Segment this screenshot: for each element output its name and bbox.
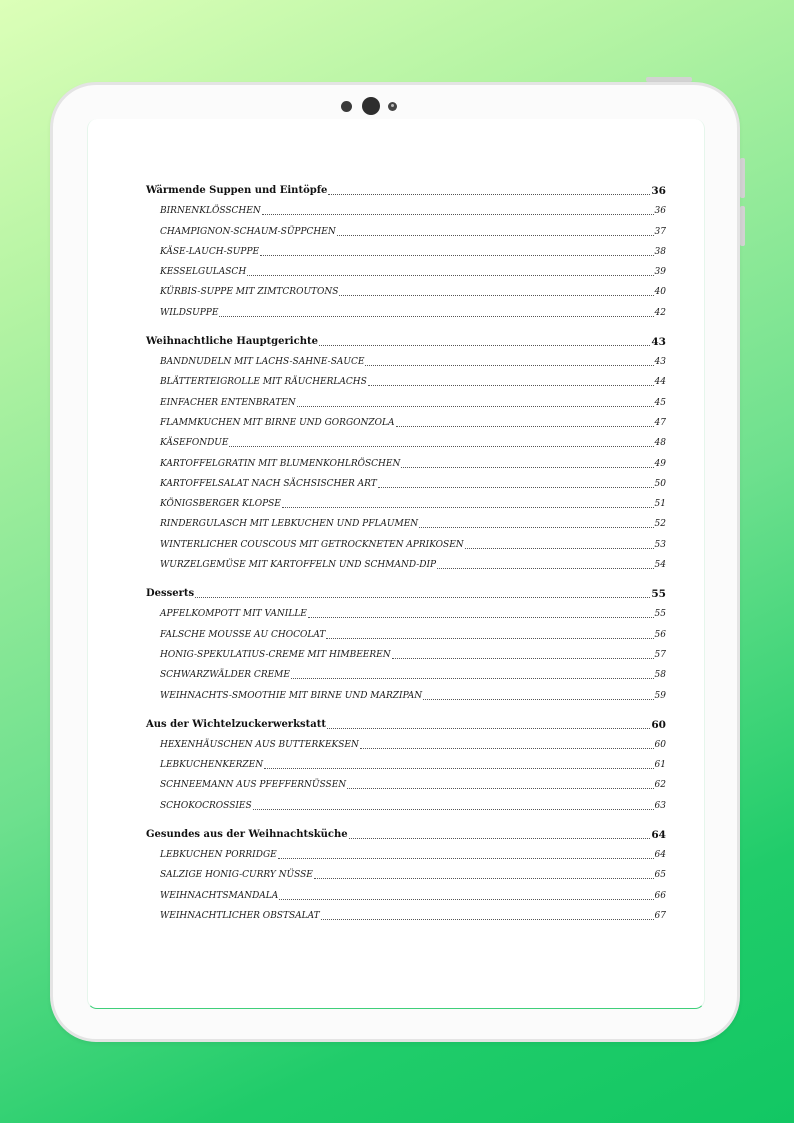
toc-entry-title: KARTOFFELSALAT NACH SÄCHSISCHER ART <box>160 478 377 489</box>
toc-entry-page: 39 <box>654 267 666 278</box>
toc-entry-title: KÜRBIS-SUPPE MIT ZIMTCROUTONS <box>160 287 339 298</box>
dot-leader <box>262 213 654 215</box>
toc-entry-title: EINFACHER ENTENBRATEN <box>160 397 296 408</box>
toc-entry-page: 62 <box>654 780 666 791</box>
toc-entry-page: 53 <box>654 539 666 550</box>
toc-entry-title: KARTOFFELGRATIN MIT BLUMENKOHLRÖSCHEN <box>160 458 401 469</box>
dot-leader <box>319 344 650 346</box>
dot-leader <box>279 898 653 900</box>
toc-entry-title: SALZIGE HONIG-CURRY NÜSSE <box>160 870 313 881</box>
table-of-contents <box>146 177 666 931</box>
dot-leader <box>278 857 654 859</box>
toc-entry-page: 64 <box>654 850 666 861</box>
toc-heading[interactable] <box>146 580 666 601</box>
dot-leader <box>297 405 654 407</box>
dot-leader <box>247 274 653 276</box>
toc-section <box>146 177 666 320</box>
toc-entry-title: CHAMPIGNON-SCHAUM-SÜPPCHEN <box>160 226 336 237</box>
toc-entry[interactable] <box>146 450 666 470</box>
toc-entry[interactable] <box>146 792 666 812</box>
dot-leader <box>392 657 654 659</box>
dot-leader <box>401 466 653 468</box>
toc-entry[interactable] <box>146 642 666 662</box>
toc-entry[interactable] <box>146 369 666 389</box>
toc-entry-page: 42 <box>654 307 666 318</box>
toc-entry-title: KESSELGULASCH <box>160 267 247 278</box>
toc-entry-page: 63 <box>654 800 666 811</box>
toc-entry-title: RINDERGULASCH MIT LEBKUCHEN UND PFLAUMEN <box>160 519 419 530</box>
toc-entry-page: 60 <box>654 739 666 750</box>
toc-entry[interactable] <box>146 772 666 792</box>
toc-entry[interactable] <box>146 279 666 299</box>
toc-entry-page: 61 <box>654 760 666 771</box>
toc-entry[interactable] <box>146 552 666 572</box>
toc-entry-page: 47 <box>654 417 666 428</box>
screen <box>87 119 705 1009</box>
toc-heading-title: Desserts <box>146 588 195 600</box>
toc-heading-title: Gesundes aus der Weihnachtsküche <box>146 828 348 840</box>
toc-entry-page: 40 <box>654 287 666 298</box>
toc-entry-page: 36 <box>654 206 666 217</box>
toc-entry-title: WURZELGEMÜSE MIT KARTOFFELN UND SCHMAND-DIP <box>160 560 437 571</box>
toc-section <box>146 821 666 923</box>
toc-entry-page: 65 <box>654 870 666 881</box>
toc-entry[interactable] <box>146 349 666 369</box>
toc-heading[interactable] <box>146 328 666 349</box>
dot-leader <box>260 254 653 256</box>
toc-entry[interactable] <box>146 259 666 279</box>
toc-entry[interactable] <box>146 732 666 752</box>
camera-cluster <box>341 97 405 115</box>
toc-entry-title: KÄSEFONDUE <box>160 438 229 449</box>
toc-entry-page: 44 <box>654 377 666 388</box>
toc-entry-title: WINTERLICHER COUSCOUS MIT GETROCKNETEN APRIKOSEN <box>160 539 464 550</box>
toc-entry[interactable] <box>146 601 666 621</box>
toc-entry-title: LEBKUCHEN PORRIDGE <box>160 850 277 861</box>
toc-entry-title: WEIHNACHTSMANDALA <box>160 890 279 901</box>
toc-entry[interactable] <box>146 662 666 682</box>
toc-entry[interactable] <box>146 430 666 450</box>
toc-entry[interactable] <box>146 682 666 702</box>
dot-leader <box>327 727 650 729</box>
dot-leader <box>423 698 653 700</box>
camera-icon <box>362 97 380 115</box>
toc-entry[interactable] <box>146 842 666 862</box>
toc-heading-page: 36 <box>651 185 666 197</box>
toc-entry-page: 56 <box>654 629 666 640</box>
dot-leader <box>229 445 653 447</box>
toc-entry-title: BLÄTTERTEIGROLLE MIT RÄUCHERLACHS <box>160 377 367 388</box>
dot-leader <box>195 596 650 598</box>
toc-entry-title: APFELKOMPOTT MIT VANILLE <box>160 609 307 620</box>
toc-heading-page: 55 <box>651 588 666 601</box>
lens-icon <box>388 102 397 111</box>
dot-leader <box>368 384 654 386</box>
dot-leader <box>465 547 654 549</box>
toc-entry[interactable] <box>146 410 666 430</box>
dot-leader <box>314 877 654 879</box>
dot-leader <box>347 787 653 789</box>
dot-leader <box>378 486 654 488</box>
toc-heading[interactable] <box>146 177 666 198</box>
toc-entry-title: LEBKUCHENKERZEN <box>160 760 264 771</box>
toc-entry-title: HONIG-SPEKULATIUS-CREME MIT HIMBEEREN <box>160 649 391 660</box>
toc-entry-page: 37 <box>654 226 666 237</box>
toc-entry[interactable] <box>146 471 666 491</box>
toc-entry-title: FLAMMKUCHEN MIT BIRNE UND GORGONZOLA <box>160 417 395 428</box>
dot-leader <box>328 193 650 195</box>
dot-leader <box>396 425 654 427</box>
toc-entry-page: 59 <box>654 690 666 701</box>
toc-entry[interactable] <box>146 299 666 319</box>
toc-entry-title: BANDNUDELN MIT LACHS-SAHNE-SAUCE <box>160 357 365 368</box>
toc-heading-title: Weihnachtliche Hauptgerichte <box>146 335 318 347</box>
toc-entry[interactable] <box>146 491 666 511</box>
toc-entry[interactable] <box>146 511 666 531</box>
tablet-frame <box>50 82 740 1042</box>
toc-entry[interactable] <box>146 218 666 238</box>
toc-entry-title: KÄSE-LAUCH-SUPPE <box>160 246 260 257</box>
toc-heading[interactable] <box>146 821 666 842</box>
toc-entry[interactable] <box>146 531 666 551</box>
volume-up-button <box>740 158 745 198</box>
toc-heading-title: Wärmende Suppen und Eintöpfe <box>146 185 328 196</box>
dot-leader <box>365 364 653 366</box>
toc-entry-page: 58 <box>654 670 666 681</box>
toc-entry-page: 45 <box>654 397 666 408</box>
toc-entry-title: FALSCHE MOUSSE AU CHOCOLAT <box>160 629 326 640</box>
toc-entry-title: WEIHNACHTS-SMOOTHIE MIT BIRNE UND MARZIPAN <box>160 690 423 701</box>
toc-entry-title: HEXENHÄUSCHEN AUS BUTTERKEKSEN <box>160 739 359 750</box>
toc-entry[interactable] <box>146 903 666 923</box>
toc-section <box>146 580 666 702</box>
dot-leader <box>291 677 654 679</box>
dot-leader <box>437 567 653 569</box>
toc-entry[interactable] <box>146 882 666 902</box>
toc-entry-page: 38 <box>654 246 666 257</box>
toc-heading-title: Aus der Wichtelzuckerwerkstatt <box>146 718 326 730</box>
dot-leader <box>282 506 654 508</box>
toc-entry-page: 48 <box>654 438 666 449</box>
toc-entry-page: 57 <box>654 649 666 660</box>
toc-entry-title: WEIHNACHTLICHER OBSTSALAT <box>160 910 320 921</box>
toc-entry-title: SCHOKOCROSSIES <box>160 800 252 811</box>
dot-leader <box>360 747 654 749</box>
sensor-icon <box>341 101 352 112</box>
dot-leader <box>264 767 653 769</box>
toc-section <box>146 711 666 813</box>
toc-heading-page: 64 <box>651 828 666 841</box>
dot-leader <box>321 918 654 920</box>
toc-heading[interactable] <box>146 711 666 732</box>
dot-leader <box>253 808 654 810</box>
dot-leader <box>337 234 654 236</box>
toc-entry-page: 51 <box>654 499 666 510</box>
toc-entry-page: 66 <box>654 890 666 901</box>
toc-entry[interactable] <box>146 389 666 409</box>
toc-entry-page: 54 <box>654 560 666 571</box>
dot-leader <box>308 616 654 618</box>
toc-entry-page: 67 <box>654 910 666 921</box>
toc-entry[interactable] <box>146 752 666 772</box>
toc-entry-title: SCHWARZWÄLDER CREME <box>160 670 290 681</box>
dot-leader <box>326 637 653 639</box>
toc-entry[interactable] <box>146 862 666 882</box>
dot-leader <box>419 526 653 528</box>
toc-entry-page: 52 <box>654 519 666 530</box>
toc-entry-title: WILDSUPPE <box>160 307 219 318</box>
toc-heading-page: 60 <box>651 718 666 731</box>
dot-leader <box>349 837 651 839</box>
toc-entry[interactable] <box>146 239 666 259</box>
toc-section <box>146 328 666 572</box>
toc-entry-page: 43 <box>654 357 666 368</box>
toc-entry-title: BIRNENKLÖSSCHEN <box>160 206 261 217</box>
toc-entry-page: 49 <box>654 458 666 469</box>
toc-entry[interactable] <box>146 198 666 218</box>
toc-entry[interactable] <box>146 621 666 641</box>
toc-entry-title: SCHNEEMANN AUS PFEFFERNÜSSEN <box>160 780 347 791</box>
toc-entry-page: 55 <box>654 609 666 620</box>
toc-entry-page: 50 <box>654 478 666 489</box>
toc-heading-page: 43 <box>651 335 666 348</box>
dot-leader <box>339 294 653 296</box>
toc-entry-title: KÖNIGSBERGER KLOPSE <box>160 499 281 510</box>
dot-leader <box>219 315 653 317</box>
volume-down-button <box>740 206 745 246</box>
